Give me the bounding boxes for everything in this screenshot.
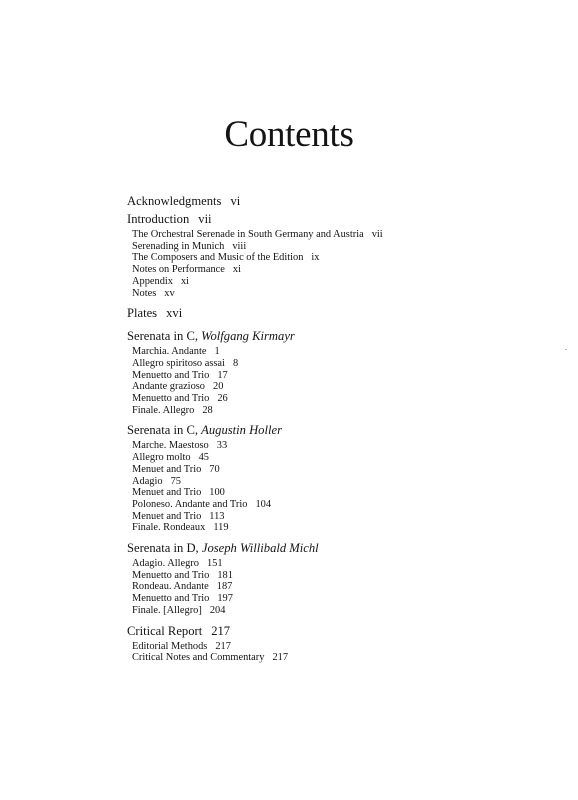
toc-section [127,422,547,439]
toc-subentry [132,393,547,405]
toc-subentry-label: Notes [132,287,157,299]
toc-subentry-label: Allegro spiritoso assai [132,357,225,369]
toc-subentry-page: 26 [217,393,228,405]
toc-subentry [132,593,547,605]
toc-subentry-page: vii [371,229,383,240]
toc-subentries [127,440,547,534]
toc-subentry-page: 20 [213,381,224,393]
toc-section-page: vii [198,212,212,226]
toc-subentry-page: 100 [209,487,225,499]
toc-subentry-label: Menuetto and Trio [132,369,210,381]
toc-subentry [132,558,547,570]
toc-subentry-page: 8 [232,357,239,369]
toc-subentry-label: Andante grazioso [132,381,205,393]
toc-subentry-page: 187 [216,581,233,593]
toc-subentry-label: Menuet and Trio [132,463,202,475]
toc-subentry-label: Marche. Maestoso [132,440,209,452]
toc-subentry-page: 151 [206,558,223,570]
toc-subentry-page: xi [180,275,190,287]
toc-subentry-label: Allegro molto [132,452,191,464]
toc-subentry-page: 204 [209,604,226,616]
toc-section [127,540,547,557]
toc-subentries [127,229,547,299]
toc-subentries [127,641,547,664]
toc-subentry [132,652,547,664]
toc-subentry-page: 45 [198,452,209,464]
toc-subentry-label: Finale. Rondeaux [132,522,206,534]
toc-subentry-page: ix [311,252,320,264]
toc-subentry [132,241,547,253]
toc-subentry [132,276,547,288]
toc-subentry-page: 119 [213,522,229,534]
toc-subentry [132,581,547,593]
toc-subentry [132,476,547,488]
toc-subentry [132,452,547,464]
toc-subentry-label: The Composers and Music of the Edition [132,252,304,264]
toc-subentry-page: 217 [215,640,231,652]
toc-composer: Augustin Holler [201,423,282,438]
toc-subentry-label: Finale. [Allegro] [132,604,202,616]
toc-subentry [132,358,547,370]
toc-subentry-label: Appendix [132,275,173,287]
toc-subentry-page: 17 [217,369,228,381]
toc-subentries [127,558,547,617]
toc-subentry-label: Editorial Methods [132,640,208,652]
toc-section-label: Plates [127,306,158,321]
toc-subentry [132,288,547,300]
toc-subentry [132,440,547,452]
toc-subentry-label: Critical Notes and Commentary [132,652,265,664]
toc-subentry [132,405,547,417]
toc-subentry-page: 33 [216,440,228,452]
toc-subentry-label: Rondeau. Andante [132,581,209,593]
toc-subentry [132,464,547,476]
toc-subentry-page: 1 [214,346,220,358]
toc-section-label: Introduction [127,212,190,226]
toc-subentry-page: 217 [272,652,289,664]
page-title: Contents [224,114,354,155]
toc-subentry [132,522,547,534]
toc-subentry-label: Menuetto and Trio [132,569,210,581]
toc-section-label: Serenata in C, [127,423,198,438]
toc-subentry [132,252,547,264]
toc-subentry-page: xv [164,287,175,299]
toc-section [127,211,547,228]
toc-subentry-label: Adagio [132,475,163,487]
toc-section-label: Serenata in C, [127,329,198,344]
toc-subentry-label: Menuetto and Trio [132,393,210,405]
toc-subentries [127,346,547,416]
toc-section-page: xvi [166,306,183,321]
toc-composer: Wolfgang Kirmayr [201,329,295,344]
toc-subentry-label: Menuet and Trio [132,510,202,522]
toc-section-label: Critical Report [127,623,203,638]
toc-section-label: Serenata in D, [127,541,199,556]
toc-subentry-page: 28 [202,404,213,416]
toc-subentry-label: Menuet and Trio [132,487,202,499]
toc-subentry [132,511,547,523]
toc-subentry-label: Notes on Performance [132,264,225,276]
toc-subentry [132,487,547,499]
toc-section [127,328,547,345]
table-of-contents [127,193,547,665]
toc-subentry [132,605,547,617]
toc-subentry-label: Menuetto and Trio [132,593,210,605]
toc-subentry-label: Poloneso. Andante and Trio [132,498,248,510]
toc-subentry-label: Finale. Allegro [132,404,195,416]
toc-section-label: Acknowledgments [127,194,222,208]
toc-section [127,305,547,322]
toc-subentry [132,229,547,241]
toc-subentry [132,570,547,582]
toc-subentry-page: 181 [217,569,233,581]
toc-subentry-page: xi [232,264,242,276]
toc-subentry-page: 75 [170,475,181,487]
toc-section [127,193,547,210]
toc-subentry-page: 70 [209,463,220,475]
toc-subentry [132,264,547,276]
toc-section-page: vi [230,194,241,208]
toc-composer: Joseph Willibald Michl [201,541,319,556]
toc-subentry-label: Serenading in Munich [132,240,225,252]
toc-subentry [132,370,547,382]
scan-speck [565,349,567,350]
toc-subentry-label: The Orchestral Serenade in South Germany and Austria [132,229,364,240]
toc-subentry [132,499,547,511]
toc-subentry-page: viii [232,240,247,252]
toc-subentry-page: 113 [209,510,225,522]
toc-section [127,623,547,640]
toc-section-page: 217 [211,623,231,638]
toc-subentry-label: Marchia. Andante [132,346,207,358]
toc-subentry [132,641,547,653]
toc-subentry [132,346,547,358]
toc-subentry [132,381,547,393]
toc-subentry-page: 197 [217,593,233,605]
toc-subentry-page: 104 [255,498,272,510]
toc-subentry-label: Adagio. Allegro [132,558,199,570]
